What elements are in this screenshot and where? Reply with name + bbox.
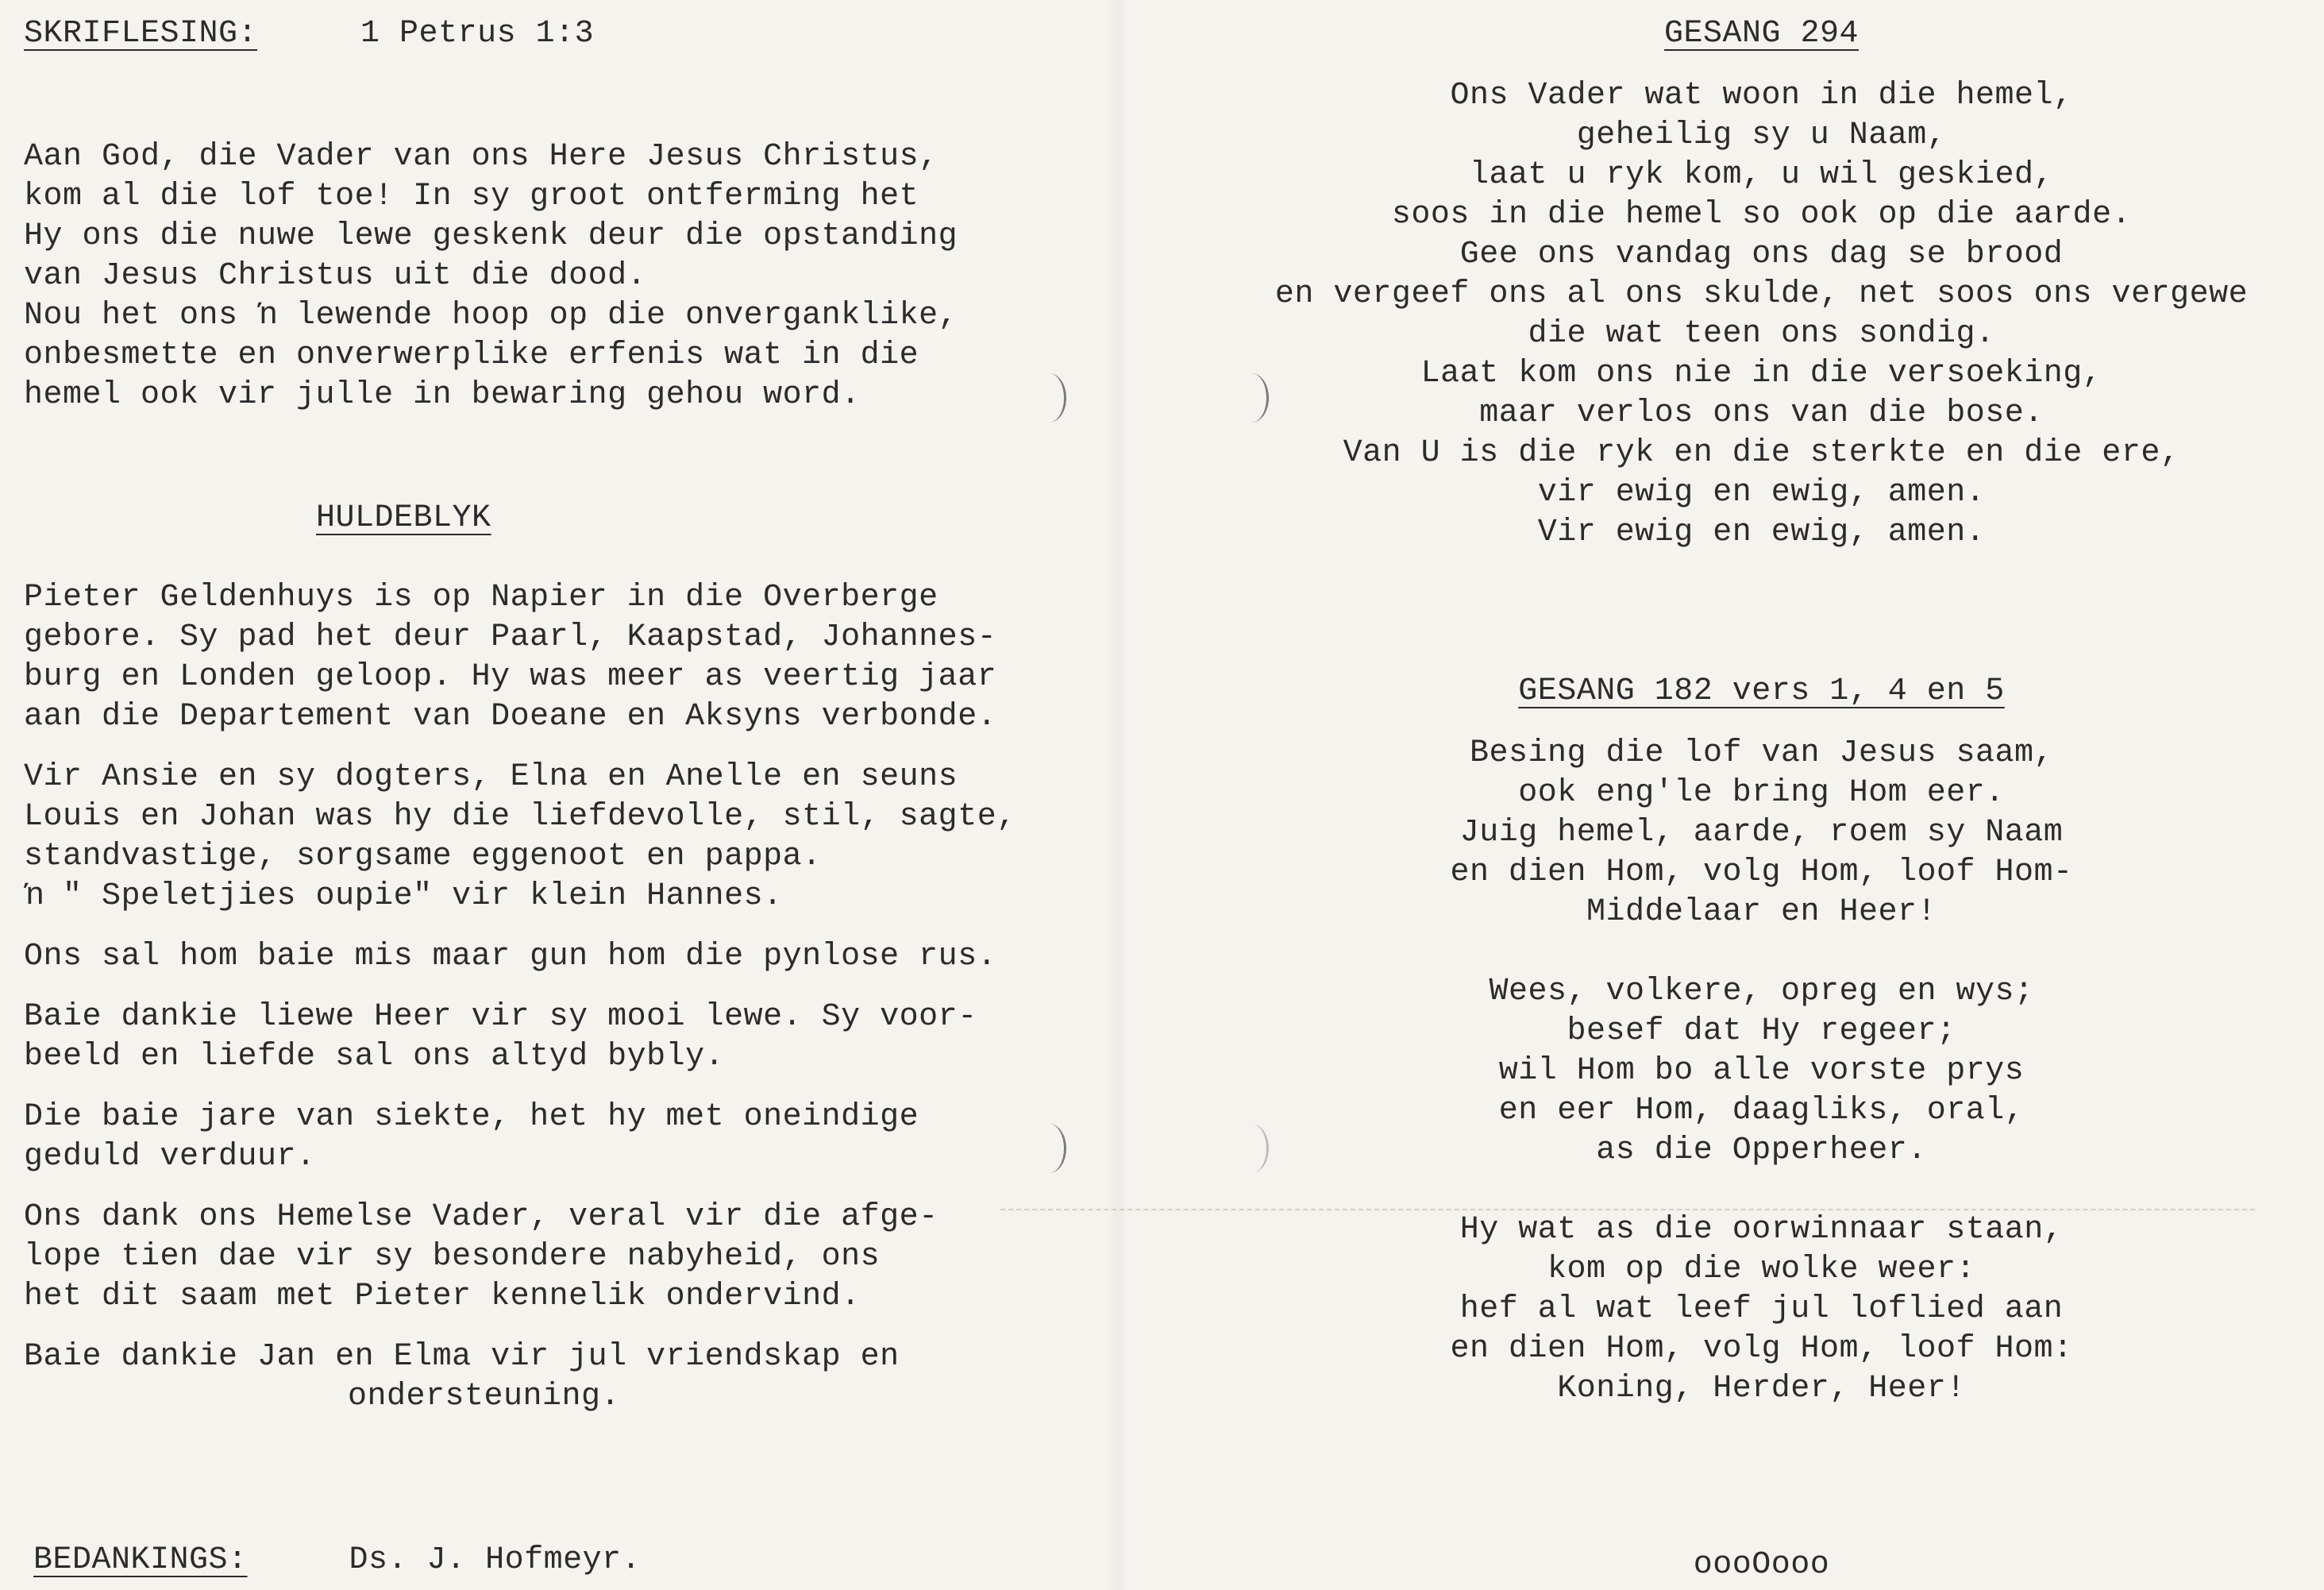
end-mark: oooOooo xyxy=(1693,1547,1830,1583)
tribute-line: Louis en Johan was hy die liefdevolle, stil, sagte, xyxy=(24,799,1016,835)
tribute-line: ŉ " Speletjies oupie" vir klein Hannes. xyxy=(24,878,783,914)
reading-line: Hy ons die nuwe lewe geskenk deur die opstanding xyxy=(24,218,958,254)
hymn-line: en eer Hom, daagliks, oral, xyxy=(1498,1093,2025,1129)
hymn-line: Ons Vader wat woon in die hemel, xyxy=(1450,78,2073,114)
page-fold xyxy=(1106,0,1130,1590)
hymn1-text xyxy=(1135,76,2324,553)
tribute-heading: HULDEBLYK xyxy=(316,500,491,536)
hymn-line: geheilig sy u Naam, xyxy=(1576,118,1947,153)
tribute-line: beeld en liefde sal ons altyd bybly. xyxy=(24,1039,725,1075)
tribute-line: het dit saam met Pieter kennelik ondervind. xyxy=(24,1279,861,1314)
hymn-line: Vir ewig en ewig, amen. xyxy=(1537,515,1986,550)
hymn-verse xyxy=(1199,972,2324,1171)
reading-line: Aan God, die Vader van ons Here Jesus Christus, xyxy=(24,139,938,175)
hymn-line: as die Opperheer. xyxy=(1596,1133,1927,1168)
tribute-text xyxy=(24,578,1096,1417)
tribute-line: aan die Departement van Doeane en Aksyns verbonde. xyxy=(24,699,997,735)
hymn-line: Van U is die ryk en die sterkte en die ere, xyxy=(1343,435,2180,471)
hymn-line: Hy wat as die oorwinnaar staan, xyxy=(1459,1212,2064,1248)
reading-line: onbesmette en onverwerplike erfenis wat in die xyxy=(24,338,919,373)
tribute-paragraph xyxy=(24,998,1096,1077)
tribute-header xyxy=(24,499,1096,538)
tribute-paragraph xyxy=(24,578,1096,737)
hymn-line: en dien Hom, volg Hom, loof Hom- xyxy=(1450,855,2073,890)
hymn-line: Juig hemel, aarde, roem sy Naam xyxy=(1459,815,2064,851)
tribute-paragraph xyxy=(24,937,1096,977)
reading-heading: SKRIFLESING: xyxy=(24,16,258,52)
right-page xyxy=(1135,0,2324,1590)
hymn2-heading: GESANG 182 vers 1, 4 en 5 xyxy=(1518,673,2005,709)
reading-line: hemel ook vir julle in bewaring gehou word. xyxy=(24,377,861,413)
hymn-line: en vergeef ons al ons skulde, net soos ons vergewe xyxy=(1274,276,2249,312)
tribute-line: Ons dank ons Hemelse Vader, veral vir die afge- xyxy=(24,1199,938,1235)
reading-header xyxy=(24,14,1096,54)
hymn-line: en dien Hom, volg Hom, loof Hom: xyxy=(1450,1331,2073,1367)
thanks-row xyxy=(33,1541,641,1580)
hymn-line: soos in die hemel so ook op die aarde. xyxy=(1391,197,2132,233)
hymn-verse xyxy=(1199,1210,2324,1409)
tribute-paragraph xyxy=(24,1098,1096,1177)
tribute-line: Die baie jare van siekte, het hy met oneindige xyxy=(24,1099,919,1135)
tribute-closing xyxy=(24,1337,1096,1417)
hymn-line: kom op die wolke weer: xyxy=(1547,1252,1976,1287)
reading-text xyxy=(24,137,1096,415)
hymn2-text xyxy=(1135,734,2324,1409)
tribute-line: lope tien dae vir sy besondere nabyheid, ons xyxy=(24,1239,881,1275)
hymn2-header xyxy=(1135,672,2324,712)
hymn1-heading: GESANG 294 xyxy=(1663,16,1860,52)
tribute-line: geduld verduur. xyxy=(24,1139,316,1175)
reading-line: van Jesus Christus uit die dood. xyxy=(24,258,647,294)
hymn-line: Wees, volkere, opreg en wys; xyxy=(1489,974,2034,1009)
reading-line: kom al die lof toe! In sy groot ontferming het xyxy=(24,179,919,214)
tribute-line: Baie dankie liewe Heer vir sy mooi lewe. Sy voor- xyxy=(24,999,977,1035)
hymn1-header xyxy=(1135,14,2324,54)
hymn-line: maar verlos ons van die bose. xyxy=(1479,396,2044,431)
tribute-line: Ons sal hom baie mis maar gun hom die pynlose rus. xyxy=(24,939,997,974)
hymn-line: wil Hom bo alle vorste prys xyxy=(1498,1053,2025,1089)
tribute-line: Baie dankie Jan en Elma vir jul vriendskap en xyxy=(24,1339,900,1375)
hymn-line: Middelaar en Heer! xyxy=(1586,894,1937,930)
tribute-line: standvastige, sorgsame eggenoot en pappa. xyxy=(24,839,822,874)
tribute-paragraph xyxy=(24,758,1096,917)
hymn-line: ook eng'le bring Hom eer. xyxy=(1518,775,2005,811)
tribute-line: Vir Ansie en sy dogters, Elna en Anelle en seuns xyxy=(24,759,958,795)
thanks-name: Ds. J. Hofmeyr. xyxy=(349,1542,642,1578)
hymn-line: vir ewig en ewig, amen. xyxy=(1537,475,1986,511)
reading-reference: 1 Petrus 1:3 xyxy=(360,16,595,52)
hymn-line: Koning, Herder, Heer! xyxy=(1557,1371,1966,1407)
tribute-line: gebore. Sy pad het deur Paarl, Kaapstad, Johannes- xyxy=(24,619,997,655)
hymn-line: Besing die lof van Jesus saam, xyxy=(1469,735,2054,771)
hymn-line: Laat kom ons nie in die versoeking, xyxy=(1420,356,2102,392)
left-page xyxy=(0,0,1096,1590)
tribute-line: ondersteuning. xyxy=(348,1379,621,1414)
thanks-heading: BEDANKINGS: xyxy=(33,1542,248,1578)
tribute-paragraph xyxy=(24,1198,1096,1317)
hymn-line: laat u ryk kom, u wil geskied, xyxy=(1469,157,2054,193)
hymn-verse xyxy=(1199,734,2324,932)
tribute-line: Pieter Geldenhuys is op Napier in die Overberge xyxy=(24,580,938,616)
hymn-line: Gee ons vandag ons dag se brood xyxy=(1459,237,2064,272)
tribute-line: burg en Londen geloop. Hy was meer as veertig jaar xyxy=(24,659,997,695)
hymn-line: hef al wat leef jul loflied aan xyxy=(1459,1291,2064,1327)
hymn-line: die wat teen ons sondig. xyxy=(1528,316,1995,352)
hymn-line: besef dat Hy regeer; xyxy=(1567,1013,1956,1049)
reading-line: Nou het ons ŉ lewende hoop op die onverganklike, xyxy=(24,298,958,334)
